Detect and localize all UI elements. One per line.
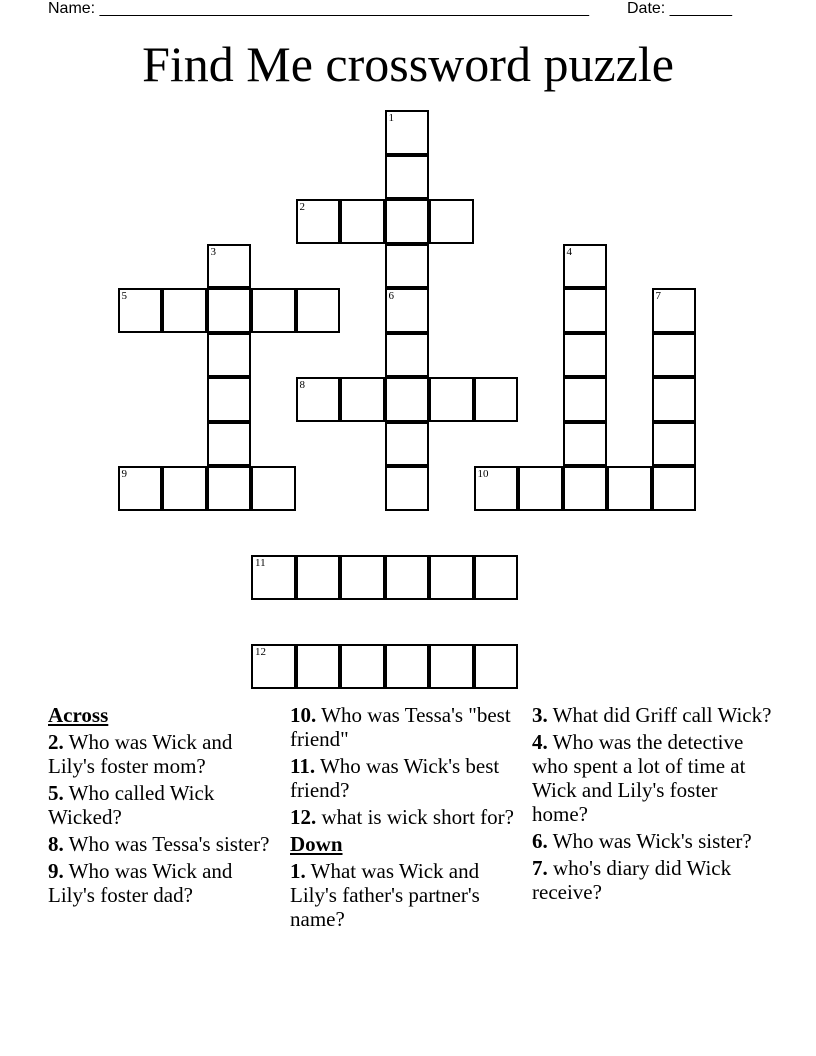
clue-across-9: 9. Who was Wick and Lily's foster dad? xyxy=(48,859,233,907)
page-title: Find Me crossword puzzle xyxy=(142,36,674,92)
name-field xyxy=(48,0,589,18)
grid-cell[interactable] xyxy=(296,377,341,422)
name-line: _______________________________________________________ xyxy=(99,0,589,17)
grid-cell[interactable] xyxy=(251,288,296,333)
down-heading: Down xyxy=(290,832,343,856)
grid-cell[interactable] xyxy=(296,644,341,689)
grid-cell[interactable] xyxy=(563,333,608,378)
clue-column-3 xyxy=(532,703,772,907)
grid-cell[interactable] xyxy=(652,333,697,378)
grid-cell[interactable] xyxy=(296,199,341,244)
clue-number: 12 xyxy=(255,646,266,658)
grid-cell[interactable] xyxy=(429,199,474,244)
grid-cell[interactable] xyxy=(652,466,697,511)
grid-cell[interactable] xyxy=(385,644,430,689)
grid-cell[interactable] xyxy=(563,244,608,289)
clue-number: 4 xyxy=(566,245,572,258)
grid-cell[interactable] xyxy=(207,377,252,422)
clue-number: 9 xyxy=(121,468,127,480)
grid-cell[interactable] xyxy=(251,466,296,511)
grid-cell[interactable] xyxy=(207,288,252,333)
clue-across-12: 12. what is wick short for? xyxy=(290,805,514,829)
grid-cell[interactable] xyxy=(385,110,430,155)
grid-cell[interactable] xyxy=(162,466,207,511)
grid-cell[interactable] xyxy=(296,555,341,600)
grid-cell[interactable] xyxy=(607,466,652,511)
grid-cell[interactable] xyxy=(251,644,296,689)
grid-cell[interactable] xyxy=(162,288,207,333)
grid-cell[interactable] xyxy=(296,288,341,333)
grid-cell[interactable] xyxy=(118,466,163,511)
clue-down-3: 3. What did Griff call Wick? xyxy=(532,703,772,727)
grid-cell[interactable] xyxy=(563,288,608,333)
date-label: Date: xyxy=(627,0,666,17)
grid-cell[interactable] xyxy=(385,377,430,422)
grid-cell[interactable] xyxy=(652,288,697,333)
clue-number: 8 xyxy=(299,379,305,391)
grid-cell[interactable] xyxy=(251,555,296,600)
grid-cell[interactable] xyxy=(429,644,474,689)
grid-cell[interactable] xyxy=(207,466,252,511)
clue-down-4: 4. Who was the detective who spent a lot of time at Wick and Lily's foster home? xyxy=(532,730,746,826)
grid-cell[interactable] xyxy=(474,377,519,422)
grid-cell[interactable] xyxy=(429,377,474,422)
clue-across-5: 5. Who called Wick Wicked? xyxy=(48,781,215,829)
grid-cell[interactable] xyxy=(385,555,430,600)
grid-cell[interactable] xyxy=(474,555,519,600)
clue-column-1 xyxy=(48,703,284,910)
grid-cell[interactable] xyxy=(563,466,608,511)
grid-cell[interactable] xyxy=(385,333,430,378)
grid-cell[interactable] xyxy=(385,155,430,200)
clue-number: 10 xyxy=(477,468,489,480)
grid-cell[interactable] xyxy=(340,555,385,600)
grid-cell[interactable] xyxy=(340,377,385,422)
grid-cell[interactable] xyxy=(429,555,474,600)
clue-down-6: 6. Who was Wick's sister? xyxy=(532,829,752,853)
grid-cell[interactable] xyxy=(474,466,519,511)
grid-cell[interactable] xyxy=(340,644,385,689)
clue-column-2 xyxy=(290,703,526,934)
clue-number: 5 xyxy=(121,290,127,302)
clue-down-1: 1. What was Wick and Lily's father's partner's name? xyxy=(290,859,480,931)
grid-cell[interactable] xyxy=(652,422,697,467)
clue-down-7: 7. who's diary did Wick receive? xyxy=(532,856,732,904)
grid-cell[interactable] xyxy=(385,422,430,467)
grid-cell[interactable] xyxy=(385,244,430,289)
clue-across-2: 2. Who was Wick and Lily's foster mom? xyxy=(48,730,233,778)
clue-number: 7 xyxy=(655,290,661,302)
clue-number: 3 xyxy=(210,245,216,258)
grid-cell[interactable] xyxy=(207,333,252,378)
date-field xyxy=(627,0,732,18)
grid-cell[interactable] xyxy=(563,377,608,422)
grid-cell[interactable] xyxy=(385,288,430,333)
grid-cell[interactable] xyxy=(563,422,608,467)
grid-cell[interactable] xyxy=(340,199,385,244)
clue-number: 6 xyxy=(388,290,394,302)
clue-number: 1 xyxy=(388,112,394,124)
name-label: Name: xyxy=(48,0,96,17)
across-heading: Across xyxy=(48,703,109,727)
grid-cell[interactable] xyxy=(385,466,430,511)
grid-cell[interactable] xyxy=(207,244,252,289)
clue-number: 2 xyxy=(299,201,305,213)
grid-cell[interactable] xyxy=(518,466,563,511)
grid-cell[interactable] xyxy=(118,288,163,333)
grid-cell[interactable] xyxy=(207,422,252,467)
clue-across-11: 11. Who was Wick's best friend? xyxy=(290,754,500,802)
clue-across-8: 8. Who was Tessa's sister? xyxy=(48,832,270,856)
date-line: _______ xyxy=(669,0,732,17)
grid-cell[interactable] xyxy=(474,644,519,689)
grid-cell[interactable] xyxy=(652,377,697,422)
clue-across-10: 10. Who was Tessa's "best friend" xyxy=(290,703,511,751)
grid-cell[interactable] xyxy=(385,199,430,244)
clue-number: 11 xyxy=(255,557,266,569)
